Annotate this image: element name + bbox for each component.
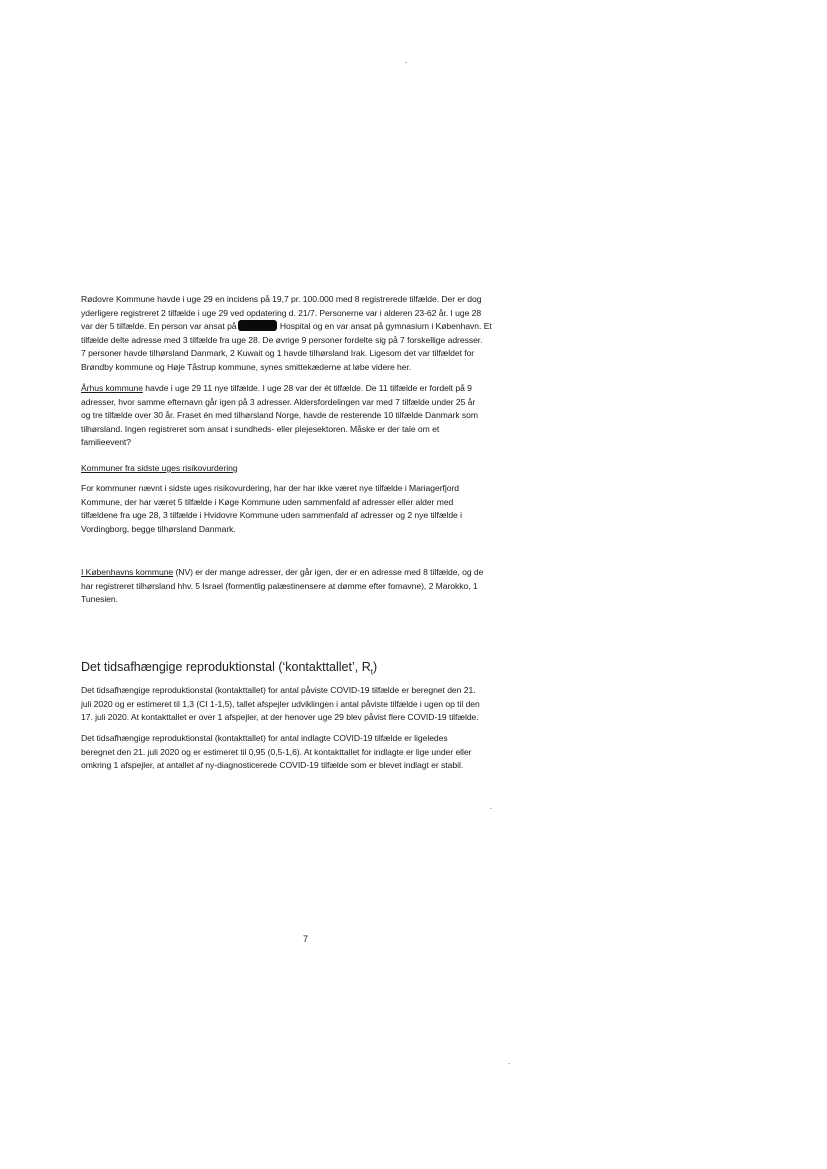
scan-speck xyxy=(490,808,492,809)
section-heading-reproduction: Det tidsafhængige reproduktionstal (‘kontakttallet’, $R_t$) xyxy=(81,660,378,677)
paragraph-copenhagen: I Københavns kommune (NV) er der mange adresser, der går igen, der er en adresse med 8 tilfælde, og de har registreret tilhørsland hhv. 5 Israel (formentlig palæstinensere at dømme efter fornavne), 2 Marokko, 1 Tunesien. xyxy=(81,567,484,605)
paragraph-lead-underlined: I Københavns kommune xyxy=(81,567,174,577)
paragraph-lead: Rødovre Kommune xyxy=(81,294,155,304)
paragraph-reproduction-admitted: Det tidsafhængige reproduktionstal (kontakttallet) for antal indlagte COVID-19 tilfælde er ligeledes beregnet den 21. juli 2020 og er estimeret til 0,95 (0,5-1,6). At kontakttallet for indlagte er lige under eller omkring 1 afspejler, at antallet af ny-diagnosticerede COVID-19 tilfælde som er blevet indlagt er stabil. xyxy=(81,733,472,771)
paragraph-reproduction-confirmed: Det tidsafhængige reproduktionstal (kontakttallet) for antal påviste COVID-19 tilfælde er beregnet den 21. juli 2020 og er estimeret til 1,3 (CI 1-1,5), tallet afspejler udviklingen i antal påviste tilfælde i ugen op til den 17. juli 2020. At kontakttallet er over 1 afspejler, at der henover uge 29 blev påvist flere COVID-19 tilfælde. xyxy=(81,685,480,723)
scan-speck xyxy=(508,1063,510,1064)
paragraph-previous-risk: For kommuner nævnt i sidste uges risikovurdering, har der har ikke været nye tilfælde i Mariagerfjord Kommune, der har været 5 tilfælde i Køge Kommune uden sammenfald af adresser eller alder med tilfældene fra uge 28, 3 tilfælde i Hvidovre Kommune uden sammenfald af adresser og 2 nye tilfælde i Vordingborg, begge tilhørsland Danmark. xyxy=(81,483,462,534)
page-number: 7 xyxy=(303,934,309,944)
paragraph-rodovre: Rødovre Kommune havde i uge 29 en incidens på 19,7 pr. 100.000 med 8 registrerede tilfælde. Der er dog yderligere registreret 2 tilfælde i uge 29 ved opdatering d. 21/7. Personerne var i alderen 23-62 år. I uge 28 var der 5 tilfælde. En person var ansat på Hospital og en var ansat på gymnasium i København. Et tilfælde delte adresse med 3 tilfælde fra uge 28. De øvrige 9 personer fordelte sig på 7 forskellige adresser. 7 personer havde tilhørsland Danmark, 2 Kuwait og 1 havde tilhørsland Irak. Ligesom det var tilfældet for Brøndby kommune og Høje Tåstrup kommune, synes smittekæderne at løbe videre her. xyxy=(81,294,492,372)
redaction-box xyxy=(238,320,277,331)
scan-speck xyxy=(405,62,407,63)
paragraph-lead-underlined: Århus kommune xyxy=(81,383,143,393)
section-subheading: Kommuner fra sidste uges risikovurdering xyxy=(81,463,238,473)
paragraph-aarhus: Århus kommune havde i uge 29 11 nye tilfælde. I uge 28 var der ét tilfælde. De 11 tilfælde er fordelt på 9 adresser, hvor samme efternavn går igen på 3 adresser. Aldersfordelingen var med 7 tilfælde under 25 år og tre tilfælde over 30 år. Fraset én med tilhørsland Norge, havde de resterende 10 tilfælde Danmark som tilhørsland. Ingen registreret som ansat i sundheds- eller plejesektoren. Måske er der tale om et familieevent? xyxy=(81,383,478,448)
